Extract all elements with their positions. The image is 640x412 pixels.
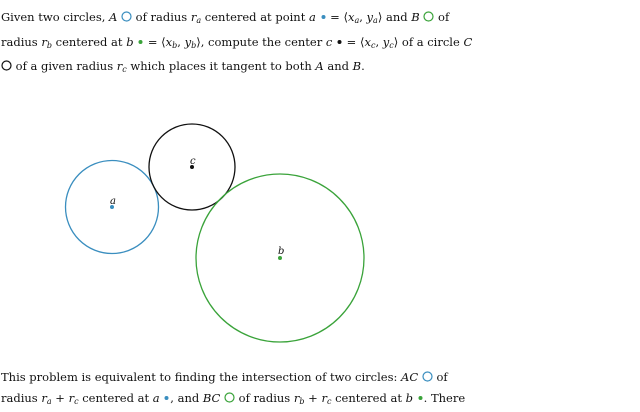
- math-B: B: [353, 59, 361, 73]
- outro-text: centered at: [79, 391, 153, 405]
- math-eq: =: [343, 35, 360, 49]
- intro-text: radius: [1, 35, 41, 49]
- math-r: r: [41, 391, 47, 405]
- intro-text: and: [382, 10, 411, 24]
- outro-text: radius: [1, 391, 41, 405]
- intro-text: of radius: [132, 10, 191, 24]
- circle-bc-icon: [224, 392, 235, 403]
- math-eq: =: [327, 10, 344, 24]
- intro-text: which places it tangent to both: [127, 59, 316, 73]
- outro-line-1: [1, 367, 621, 388]
- intro-text: .: [361, 59, 365, 73]
- math-a: a: [309, 10, 316, 24]
- outro-text: , and: [170, 391, 203, 405]
- math-plus: +: [305, 391, 322, 405]
- math-bracket: ⟩: [378, 10, 383, 24]
- math-A: A: [109, 10, 117, 24]
- math-sub: a: [354, 16, 359, 25]
- math-sub: c: [74, 397, 78, 406]
- math-comma: ,: [375, 35, 382, 49]
- math-BC: BC: [203, 391, 220, 405]
- math-A: A: [315, 59, 323, 73]
- math-y: y: [185, 35, 192, 49]
- math-sub: c: [327, 397, 331, 406]
- math-bracket: ⟩: [196, 35, 201, 49]
- math-sub: a: [373, 16, 378, 25]
- intro-text: and: [324, 59, 353, 73]
- intro-text: of: [434, 10, 449, 24]
- label-c: c: [190, 156, 196, 167]
- math-c: c: [326, 35, 332, 49]
- math-sub: c: [122, 65, 126, 74]
- math-sub: c: [389, 41, 393, 50]
- math-bracket: ⟨: [161, 35, 166, 49]
- math-r: r: [191, 10, 197, 24]
- outro-text: of radius: [235, 391, 294, 405]
- label-a: a: [110, 196, 116, 207]
- math-comma: ,: [359, 10, 366, 24]
- math-sub: b: [191, 41, 196, 50]
- math-y: y: [367, 10, 374, 24]
- math-r: r: [69, 391, 75, 405]
- math-x: x: [348, 10, 355, 24]
- math-bracket: ⟨: [343, 10, 348, 24]
- math-B: B: [411, 10, 419, 24]
- outro-text: centered at: [331, 391, 405, 405]
- intro-text: , compute the center: [201, 35, 326, 49]
- outro-text: This problem is equivalent to finding the intersection of two circles:: [1, 370, 401, 384]
- intro-text: of a circle: [398, 35, 463, 49]
- math-b: b: [126, 35, 133, 49]
- math-plus: +: [52, 391, 69, 405]
- math-x: x: [166, 35, 173, 49]
- math-r: r: [294, 391, 300, 405]
- math-AC: AC: [401, 370, 418, 384]
- math-r: r: [41, 35, 47, 49]
- math-sub: b: [172, 41, 177, 50]
- label-b: b: [278, 246, 284, 257]
- intro-text: centered at: [52, 35, 126, 49]
- math-sub: b: [299, 397, 304, 406]
- outro-text: . There: [424, 391, 466, 405]
- intro-text: centered at point: [201, 10, 309, 24]
- math-r: r: [117, 59, 123, 73]
- intro-text: of a given radius: [16, 59, 117, 73]
- math-sub: c: [371, 41, 375, 50]
- math-y: y: [383, 35, 390, 49]
- math-bracket: ⟨: [360, 35, 365, 49]
- math-C: C: [463, 35, 472, 49]
- math-sub: b: [47, 41, 52, 50]
- circle-ac-icon: [422, 371, 433, 382]
- math-eq: =: [144, 35, 161, 49]
- math-sub: a: [196, 16, 201, 25]
- point-b-icon: [417, 392, 424, 403]
- math-sub: a: [47, 397, 52, 406]
- outro-paragraph: [1, 367, 621, 412]
- intro-text: Given two circles,: [1, 10, 109, 24]
- math-x: x: [364, 35, 371, 49]
- math-a: a: [153, 391, 160, 405]
- math-comma: ,: [177, 35, 184, 49]
- math-b: b: [406, 391, 413, 405]
- outro-text: of: [433, 370, 448, 384]
- math-r: r: [321, 391, 327, 405]
- math-bracket: ⟩: [394, 35, 399, 49]
